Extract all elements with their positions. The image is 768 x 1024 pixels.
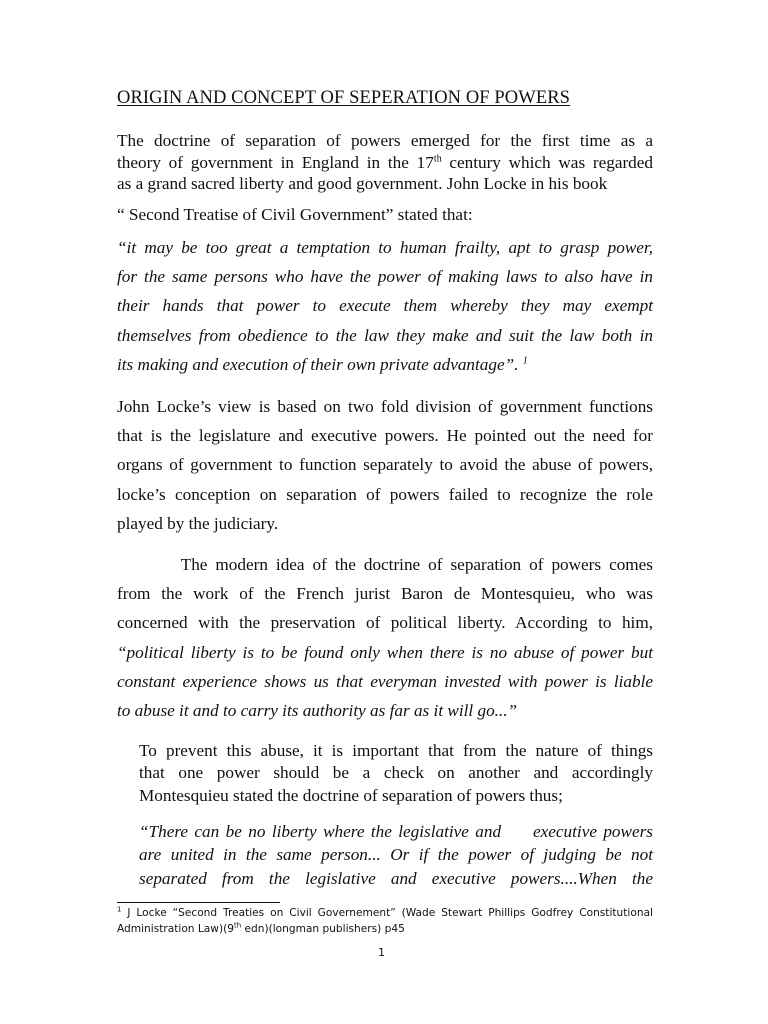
text-line: their hands that power to execute them whereby they may exempt (117, 296, 653, 316)
text-line: organs of government to function separately to avoid the abuse of powers, (117, 455, 653, 475)
footnote-number: 1 (117, 905, 122, 914)
text-line: are united in the same person... Or if the power of judging be not (139, 845, 653, 865)
paragraph-montesquieu (117, 550, 653, 725)
text-fragment: century which was regarded (441, 152, 653, 172)
text-line: Montesquieu stated the doctrine of separation of powers thus; (139, 785, 563, 805)
text-line (117, 906, 653, 922)
text-fragment: its making and execution of their own private advantage”. (117, 354, 523, 374)
text-line: “There can be no liberty where the legislative and executive powers (139, 822, 653, 841)
text-line: themselves from obedience to the law they make and suit the law both in (117, 325, 653, 345)
quote-locke (117, 233, 653, 379)
paragraph-locke-view (117, 392, 653, 538)
superscript: th (433, 152, 442, 164)
text-line: separated from the legislative and executive powers....When the (139, 868, 653, 888)
text-line: to abuse it and to carry its authority as far as it will go...” (117, 701, 518, 721)
text-line: as a grand sacred liberty and good government. John Locke in his book (117, 174, 608, 193)
text-fragment: theory of government in England in the 17 (117, 152, 434, 172)
text-line: for the same persons who have the power of making laws to also have in (117, 267, 653, 287)
text-line: To prevent this abuse, it is important that from the nature of things (139, 741, 653, 760)
text-line: locke’s conception on separation of powers failed to recognize the role (117, 484, 653, 504)
text-line: that one power should be a check on another and accordingly (139, 763, 653, 783)
text-line (117, 152, 653, 174)
text-line: The modern idea of the doctrine of separation of powers comes (117, 555, 653, 574)
paragraph-intro (117, 130, 653, 195)
text-line: constant experience shows us that everyman invested with power is liable (117, 671, 653, 691)
text-line (117, 350, 653, 379)
text-line: John Locke’s view is based on two fold division of government functions (117, 397, 653, 416)
text-fragment: edn)(longman publishers) p45 (241, 922, 405, 935)
text-fragment: Administration Law)(9 (117, 922, 234, 935)
footnote (117, 906, 653, 937)
quote-montesquieu (139, 820, 653, 890)
page-title: ORIGIN AND CONCEPT OF SEPERATION OF POWERS (117, 88, 571, 108)
text-line (117, 922, 653, 938)
text-line: from the work of the French jurist Baron de Montesquieu, who was (117, 584, 653, 604)
text-line: “political liberty is to be found only when there is no abuse of power but (117, 642, 653, 662)
footnote-reference: 1 (522, 355, 528, 367)
text-line: The doctrine of separation of powers emerged for the first time as a (117, 131, 653, 150)
text-line: that is the legislature and executive powers. He pointed out the need for (117, 426, 653, 446)
text-line: concerned with the preservation of political liberty. According to him, (117, 613, 653, 633)
text-line: “it may be too great a temptation to human frailty, apt to grasp power, (117, 238, 653, 257)
superscript: th (233, 920, 242, 929)
text-line: played by the judiciary. (117, 513, 279, 533)
paragraph-prevent-abuse (139, 740, 653, 807)
footnote-separator (117, 902, 280, 903)
paragraph-book-title: “ Second Treatise of Civil Government” stated that: (117, 205, 473, 224)
text-fragment: J Locke “Second Treaties on Civil Governement” (Wade Stewart Phillips Godfrey Constitutional (121, 907, 653, 919)
page-number: 1 (378, 946, 385, 959)
